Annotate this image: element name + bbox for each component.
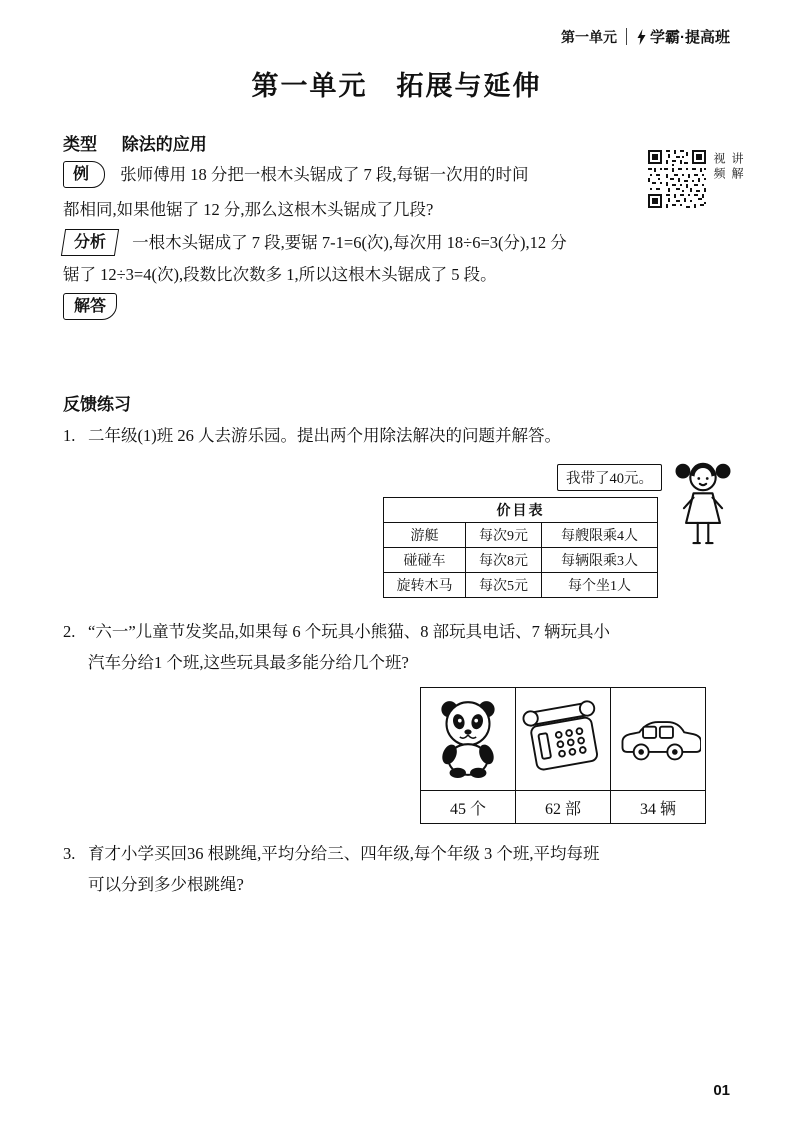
table-row	[384, 573, 658, 598]
analysis-block	[63, 227, 731, 291]
question-2	[63, 616, 735, 678]
price-table	[383, 497, 658, 598]
qr-caption-line2: 讲解	[730, 152, 744, 182]
speech-bubble: 我带了40元。	[557, 464, 662, 491]
cell-ride-name: 游艇	[384, 523, 466, 548]
cell-ride-limit: 每辆限乘3人	[542, 548, 658, 573]
qr-caption	[711, 150, 746, 208]
qr-caption-line1: 视频	[712, 152, 726, 182]
brand-label: 学霸·提高班	[650, 29, 730, 46]
header-unit-label: 第一单元	[561, 28, 617, 45]
telephone-count: 62 部	[516, 791, 611, 824]
page-header	[561, 26, 730, 47]
panda-count: 45 个	[421, 791, 516, 824]
type-label: 类型	[63, 135, 97, 154]
question-2-line2: 汽车分给1 个班,这些玩具最多能分给几个班?	[88, 653, 409, 672]
example-text-line2: 都相同,如果他锯了 12 分,那么这根木头锯成了几段?	[63, 200, 434, 219]
price-table-title-row	[384, 498, 658, 523]
cell-ride-name: 旋转木马	[384, 573, 466, 598]
analysis-line2: 锯了 12÷3=4(次),段数比次数多 1,所以这根木头锯成了 5 段。	[63, 265, 497, 284]
analysis-tag-label: 分析	[74, 234, 107, 251]
girl-illustration	[672, 450, 734, 560]
answer-block	[63, 293, 128, 320]
question-3	[63, 838, 735, 900]
type-text: 除法的应用	[121, 135, 207, 154]
prize-counts-row	[421, 791, 706, 824]
question-3-line1: 育才小学买回36 根跳绳,平均分给三、四年级,每个年级 3 个班,平均每班	[88, 844, 600, 863]
analysis-tag	[61, 229, 119, 256]
cell-ride-limit: 每艘限乘4人	[542, 523, 658, 548]
example-tag: 例	[63, 161, 105, 188]
car-count: 34 辆	[611, 791, 706, 824]
telephone-icon	[520, 698, 606, 776]
answer-tag: 解答	[63, 293, 117, 320]
question-3-line2: 可以分到多少根跳绳?	[88, 875, 244, 894]
telephone-cell	[516, 688, 611, 791]
type-line	[63, 130, 207, 155]
prize-items-table	[420, 687, 706, 824]
header-divider	[626, 28, 627, 45]
cell-ride-name: 碰碰车	[384, 548, 466, 573]
question-3-number: 3.	[63, 844, 76, 863]
analysis-line1: 一根木头锯成了 7 段,要锯 7-1=6(次),每次用 18÷6=3(分),12 分	[132, 233, 567, 252]
question-2-number: 2.	[63, 622, 76, 641]
table-row	[384, 548, 658, 573]
practice-heading: 反馈练习	[63, 395, 131, 414]
brand	[636, 26, 730, 47]
question-1	[63, 420, 735, 451]
page-number: 01	[713, 1082, 730, 1099]
lightning-icon	[636, 29, 647, 45]
prize-images-row	[421, 688, 706, 791]
price-table-title: 价目表	[384, 498, 658, 523]
cell-ride-price: 每次8元	[466, 548, 542, 573]
cell-ride-price: 每次5元	[466, 573, 542, 598]
car-cell	[611, 688, 706, 791]
question-2-line1: “六一”儿童节发奖品,如果每 6 个玩具小熊猫、8 部玩具电话、7 辆玩具小	[88, 622, 611, 641]
cell-ride-price: 每次9元	[466, 523, 542, 548]
question-1-text: 二年级(1)班 26 人去游乐园。提出两个用除法解决的问题并解答。	[88, 426, 561, 445]
example-text-line1: 张师傅用 18 分把一根木头锯成了 7 段,每锯一次用的时间	[120, 165, 529, 184]
qr-code-icon	[648, 150, 706, 208]
panda-cell	[421, 688, 516, 791]
question-1-number: 1.	[63, 426, 76, 445]
car-icon	[615, 708, 701, 766]
page-title: 第一单元 拓展与延伸	[251, 71, 542, 101]
example-block	[63, 157, 731, 227]
qr-block	[648, 150, 746, 208]
panda-icon	[432, 694, 504, 780]
table-row	[384, 523, 658, 548]
cell-ride-limit: 每个坐1人	[542, 573, 658, 598]
